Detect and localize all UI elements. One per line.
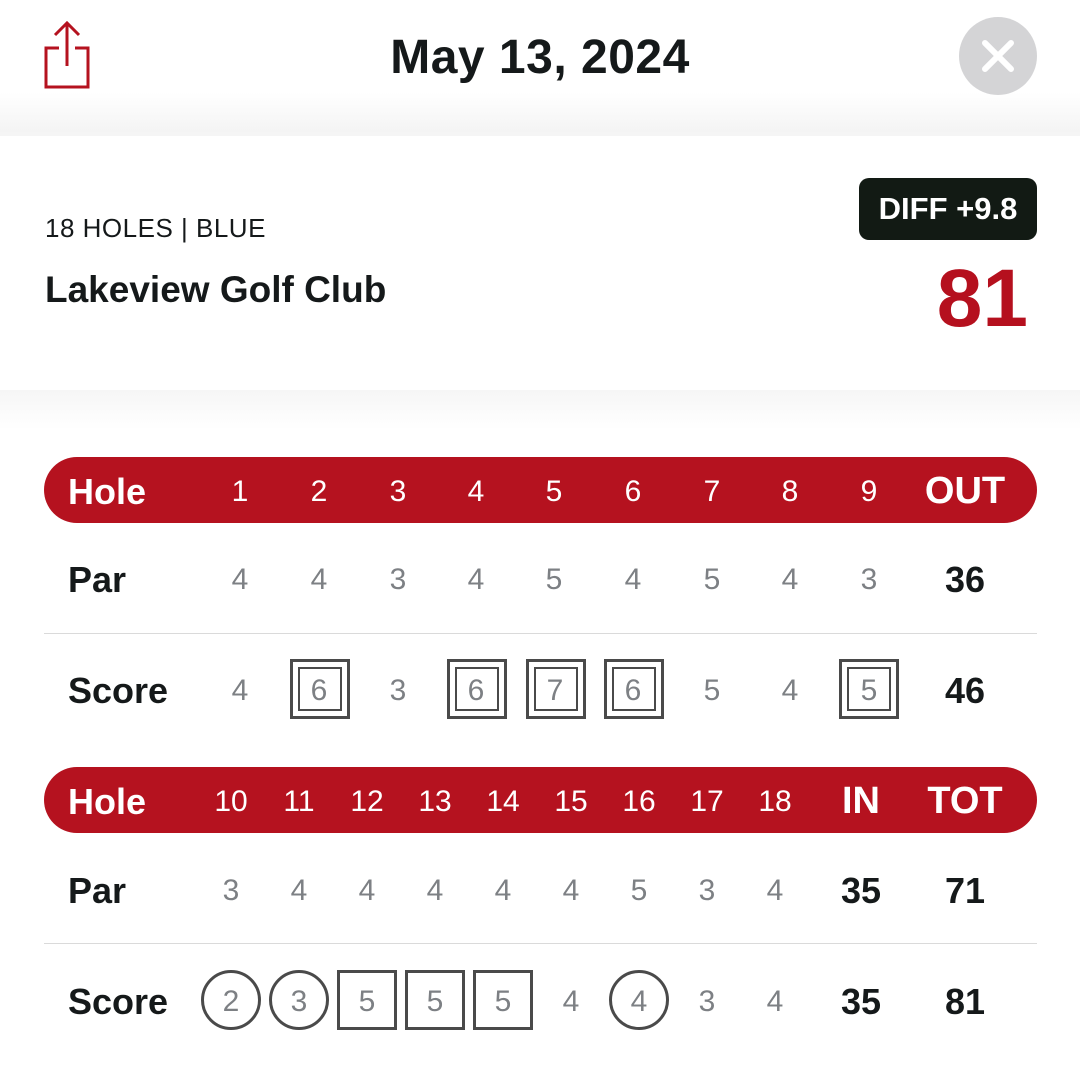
- score-value: 6: [624, 674, 642, 707]
- score-value: 6: [310, 674, 328, 707]
- hole-number: 8: [781, 475, 799, 508]
- hole-number: 6: [624, 475, 642, 508]
- score-value: 3: [389, 674, 407, 707]
- row-divider: [44, 943, 1037, 944]
- hole-number: 13: [418, 785, 452, 818]
- par-out-total: 36: [944, 559, 986, 600]
- score-value: 4: [781, 674, 799, 707]
- par-value: 4: [467, 563, 485, 596]
- differential-badge: DIFF +9.8: [859, 178, 1037, 240]
- hole-number: 12: [350, 785, 384, 818]
- hole-label: Hole: [68, 781, 147, 822]
- par-value: 3: [860, 563, 878, 596]
- score-out-total: 46: [944, 670, 986, 711]
- hole-number: 3: [389, 475, 407, 508]
- score-value: 3: [698, 985, 716, 1018]
- hole-number: 11: [283, 785, 315, 818]
- hole-number: 17: [690, 785, 724, 818]
- hole-number: 7: [703, 475, 721, 508]
- par-value: 4: [562, 874, 580, 907]
- score-value: 7: [546, 674, 564, 707]
- back-nine-header: [44, 767, 1037, 833]
- close-icon: [959, 17, 1037, 95]
- tot-label: TOT: [927, 780, 1003, 822]
- score-value: 5: [426, 985, 444, 1018]
- hole-number: 10: [214, 785, 248, 818]
- front-nine-header: [44, 457, 1037, 523]
- par-value: 4: [310, 563, 328, 596]
- par-value: 5: [703, 563, 721, 596]
- score-value: 4: [766, 985, 784, 1018]
- par-value: 4: [624, 563, 642, 596]
- score-value: 2: [222, 985, 240, 1018]
- round-details: 18 HOLES | BLUE: [45, 213, 266, 243]
- par-in-total: 35: [840, 870, 882, 911]
- round-summary: [0, 136, 1080, 390]
- par-value: 4: [781, 563, 799, 596]
- page-title: May 13, 2024: [390, 31, 690, 84]
- score-value: 5: [494, 985, 512, 1018]
- score-label: Score: [68, 981, 169, 1022]
- hole-number: 16: [622, 785, 656, 818]
- par-value: 3: [389, 563, 407, 596]
- in-label: IN: [842, 780, 880, 822]
- par-grand-total: 71: [944, 870, 986, 911]
- par-value: 5: [545, 563, 563, 596]
- out-label: OUT: [924, 470, 1006, 512]
- par-label: Par: [68, 870, 127, 911]
- par-value: 4: [766, 874, 784, 907]
- par-value: 4: [290, 874, 308, 907]
- score-label: Score: [68, 670, 169, 711]
- par-value: 4: [358, 874, 376, 907]
- score-value: 5: [703, 674, 721, 707]
- close-button[interactable]: [959, 17, 1037, 95]
- hole-number: 4: [467, 475, 485, 508]
- hole-label: Hole: [68, 471, 147, 512]
- par-value: 4: [494, 874, 512, 907]
- score-value: 5: [358, 985, 376, 1018]
- course-name: Lakeview Golf Club: [45, 269, 387, 310]
- par-value: 5: [630, 874, 648, 907]
- par-label: Par: [68, 559, 127, 600]
- hole-number: 15: [554, 785, 588, 818]
- hole-number: 2: [310, 475, 328, 508]
- header-bar: [0, 0, 1080, 132]
- score-value: 3: [290, 985, 308, 1018]
- row-divider: [44, 633, 1037, 634]
- scorecard: [0, 390, 1080, 1091]
- score-value: 4: [231, 674, 249, 707]
- score-value: 5: [860, 674, 878, 707]
- par-value: 4: [231, 563, 249, 596]
- score-in-total: 35: [840, 981, 882, 1022]
- hole-number: 5: [545, 475, 563, 508]
- score-value: 4: [562, 985, 580, 1018]
- par-value: 4: [426, 874, 444, 907]
- score-value: 4: [630, 985, 648, 1018]
- hole-number: 14: [486, 785, 520, 818]
- total-score: 81: [936, 253, 1028, 344]
- par-value: 3: [222, 874, 240, 907]
- par-value: 3: [698, 874, 716, 907]
- score-value: 6: [467, 674, 485, 707]
- hole-number: 1: [231, 475, 249, 508]
- score-grand-total: 81: [944, 981, 986, 1022]
- hole-number: 18: [758, 785, 792, 818]
- hole-number: 9: [860, 475, 878, 508]
